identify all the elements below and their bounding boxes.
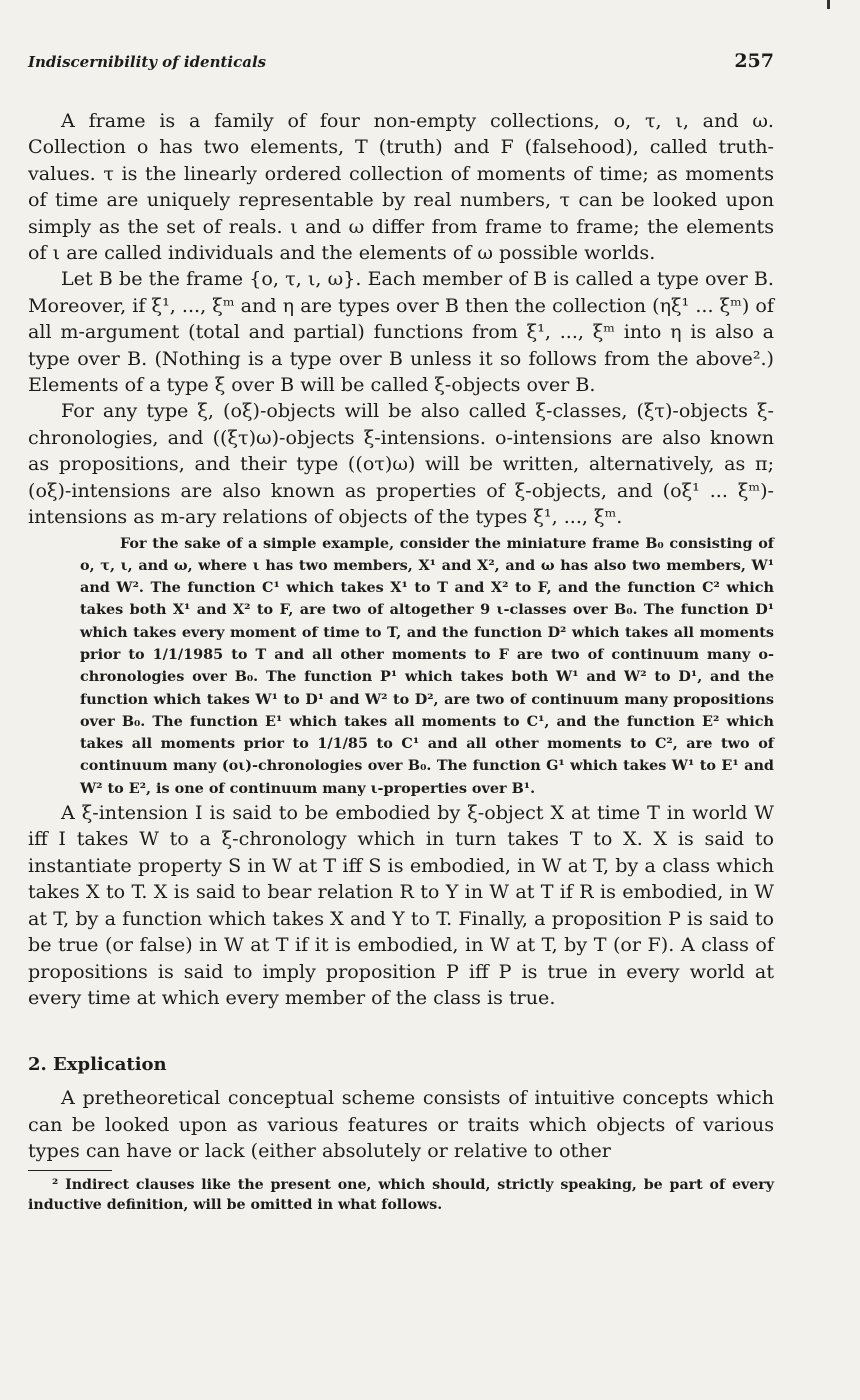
example-paragraph: For the sake of a simple example, consider the miniature frame B₀ consisting of o, τ, ι, and ω, where ι has two members, X¹ and X², and ω has also two members, W¹ and W². The function C¹ which takes X¹ to T and X² to F, and the function C² which takes both X¹ and X² to F, are two of altogether 9 ι-classes over B₀. The function D¹ which takes every moment of time to T, and the function D² which takes all moments prior to 1/1/1985 to T and all other moments to F are two of continuum many o-chronologies over B₀. The function P¹ which takes both W¹ and W² to D¹, and the function which takes W¹ to D¹ and W² to D², are two of continuum many propositions over B₀. The function E¹ which takes all moments to C¹, and the function E² which takes all moments prior to 1/1/85 to C¹ and all other moments to C², are two of continuum many (oι)-chronologies over B₀. The function G¹ which takes W¹ to E¹ and W² to E², is one of continuum many ι-properties over B¹.	[80, 534, 774, 797]
page-number: 257	[734, 50, 774, 72]
footnote: ² Indirect clauses like the present one, which should, strictly speaking, be part of every inductive definition, will be omitted in what follows.	[28, 1176, 774, 1213]
page-header	[28, 50, 774, 72]
paragraph-frame-definition: A frame is a family of four non-empty collections, o, τ, ι, and ω. Collection o has two elements, T (truth) and F (falsehood), called truth-values. τ is the linearly ordered collection of moments of time; as moments of time are uniquely representable by real numbers, τ can be looked upon simply as the set of reals. ι and ω differ from frame to frame; the elements of ι are called individuals and the elements of ω possible worlds.	[28, 109, 774, 265]
section-heading: 2. Explication	[28, 1054, 167, 1076]
page	[28, 50, 774, 1215]
running-title: Indiscernibility of identicals	[28, 53, 267, 71]
paragraph-embodiment: A ξ-intension I is said to be embodied by ξ-object X at time T in world W iff I takes W to a ξ-chronology which in turn takes T to X. X is said to instantiate property S in W at T iff S is embodied, in W at T, by a class which takes X to T. X is said to bear relation R to Y in W at T if R is embodied, in W at T, by a function which takes X and Y to T. Finally, a proposition P is said to be true (or false) in W at T if it is embodied, in W at T, by T (or F). A class of propositions is said to imply proposition P iff P is true in every world at every time at which every member of the class is true.	[28, 801, 774, 1009]
paragraph-intensions: For any type ξ, (oξ)-objects will be also called ξ-classes, (ξτ)-objects ξ-chronologies, and ((ξτ)ω)-objects ξ-intensions. o-intensions are also known as propositions, and their type ((oτ)ω) will be written, alternatively, as π; (oξ)-intensions are also known as properties of ξ-objects, and (oξ¹ ... ξᵐ)-intensions as m-ary relations of objects of the types ξ¹, ..., ξᵐ.	[28, 399, 774, 529]
footnote-divider	[28, 1170, 112, 1171]
page-corner-mark	[827, 0, 830, 9]
paragraph-explication: A pretheoretical conceptual scheme consists of intuitive concepts which can be looked upon as various features or traits which objects of various types can have or lack (either absolutely or relative to other	[28, 1086, 774, 1163]
paragraph-types: Let B be the frame {o, τ, ι, ω}. Each member of B is called a type over B. Moreover, if ξ¹, ..., ξᵐ and η are types over B then the collection (ηξ¹ ... ξᵐ) of all m-argument (total and partial) functions from ξ¹, ..., ξᵐ into η is also a type over B. (Nothing is a type over B unless it so follows from the above².) Elements of a type ξ over B will be called ξ-objects over B.	[28, 267, 774, 397]
